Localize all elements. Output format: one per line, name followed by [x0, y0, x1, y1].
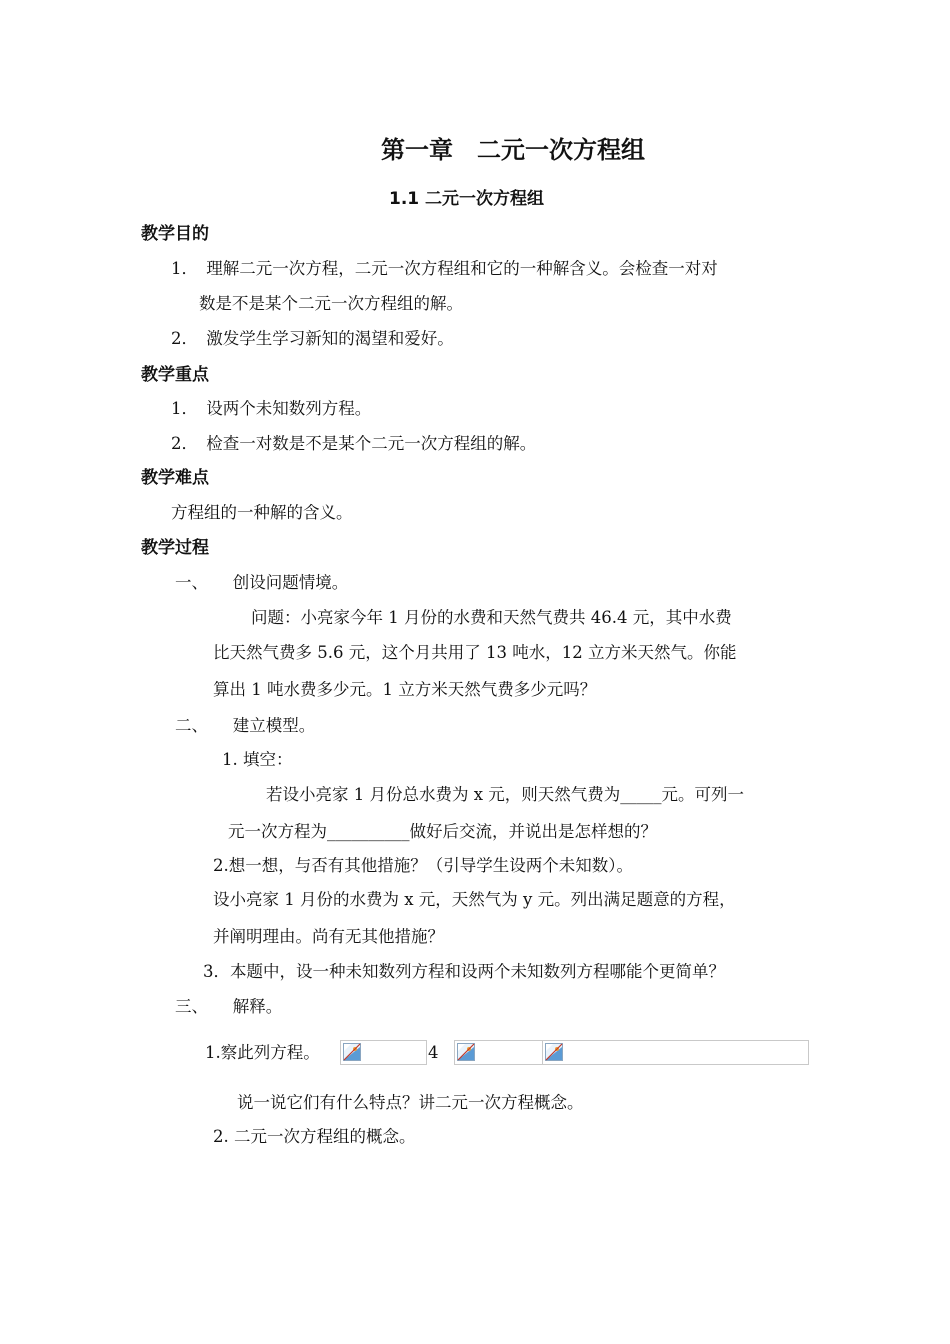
key-point-2: 2． 检查一对数是不是某个二元一次方程组的解。	[171, 434, 537, 453]
difficulties-heading: 教学难点	[141, 468, 209, 488]
question-2-line-2: 并阐明理由。尚有无其他措施？	[213, 927, 444, 946]
question-2: 2.想一想，与否有其他措施？（引导学生设两个未知数）。	[213, 856, 633, 875]
section-title: 1.1 二元一次方程组	[389, 189, 545, 209]
step-1-title: 一、 创设问题情境。	[175, 573, 349, 592]
fill-blank-line-1: 若设小亮家 1 月份总水费为 x 元，则天然气费为_____元。可列一	[266, 785, 745, 804]
observe-label: 1.察此列方程。	[205, 1043, 320, 1062]
summary-line: 说一说它们有什么特点？讲二元一次方程概念。	[237, 1093, 584, 1112]
step-2-title: 二、 建立模型。	[175, 716, 316, 735]
step-1-problem-line-3: 算出 1 吨水费多少元。1 立方米天然气费多少元吗？	[213, 680, 597, 699]
chapter-title: 第一章 二元一次方程组	[381, 136, 645, 164]
objective-1-line-2: 数是不是某个二元一次方程组的解。	[199, 294, 463, 313]
between-text: 4	[428, 1043, 439, 1062]
fill-blank-line-2: 元一次方程为__________做好后交流，并说出是怎样想的？	[228, 822, 657, 841]
concept-line: 2. 二元一次方程组的概念。	[213, 1127, 416, 1146]
process-heading: 教学过程	[141, 538, 209, 558]
difficulty-text: 方程组的一种解的含义。	[171, 503, 353, 522]
objectives-heading: 教学目的	[141, 224, 209, 244]
broken-image-icon	[457, 1043, 475, 1061]
question-2-line-1: 设小亮家 1 月份的水费为 x 元，天然气为 y 元。列出满足题意的方程，	[213, 890, 736, 909]
key-points-heading: 教学重点	[141, 365, 209, 385]
fill-blank-title: 1. 填空：	[222, 750, 293, 769]
equation-image-2	[454, 1040, 542, 1065]
step-1-problem-line-1: 问题：小亮家今年 1 月份的水费和天然气费共 46.4 元，其中水费	[251, 608, 732, 627]
equation-image-1	[340, 1040, 427, 1065]
objective-2: 2． 激发学生学习新知的渴望和爱好。	[171, 329, 454, 348]
broken-image-icon	[545, 1043, 563, 1061]
step-3-title: 三、 解释。	[175, 997, 283, 1016]
question-3: 3．本题中，设一种未知数列方程和设两个未知数列方程哪能个更简单？	[203, 962, 725, 981]
equation-image-3	[542, 1040, 809, 1065]
broken-image-icon	[343, 1043, 361, 1061]
step-1-problem-line-2: 比天然气费多 5.6 元，这个月共用了 13 吨水，12 立方米天然气。你能	[213, 643, 737, 662]
key-point-1: 1． 设两个未知数列方程。	[171, 399, 372, 418]
objective-1-line-1: 1． 理解二元一次方程，二元一次方程组和它的一种解含义。会检查一对对	[171, 259, 718, 278]
